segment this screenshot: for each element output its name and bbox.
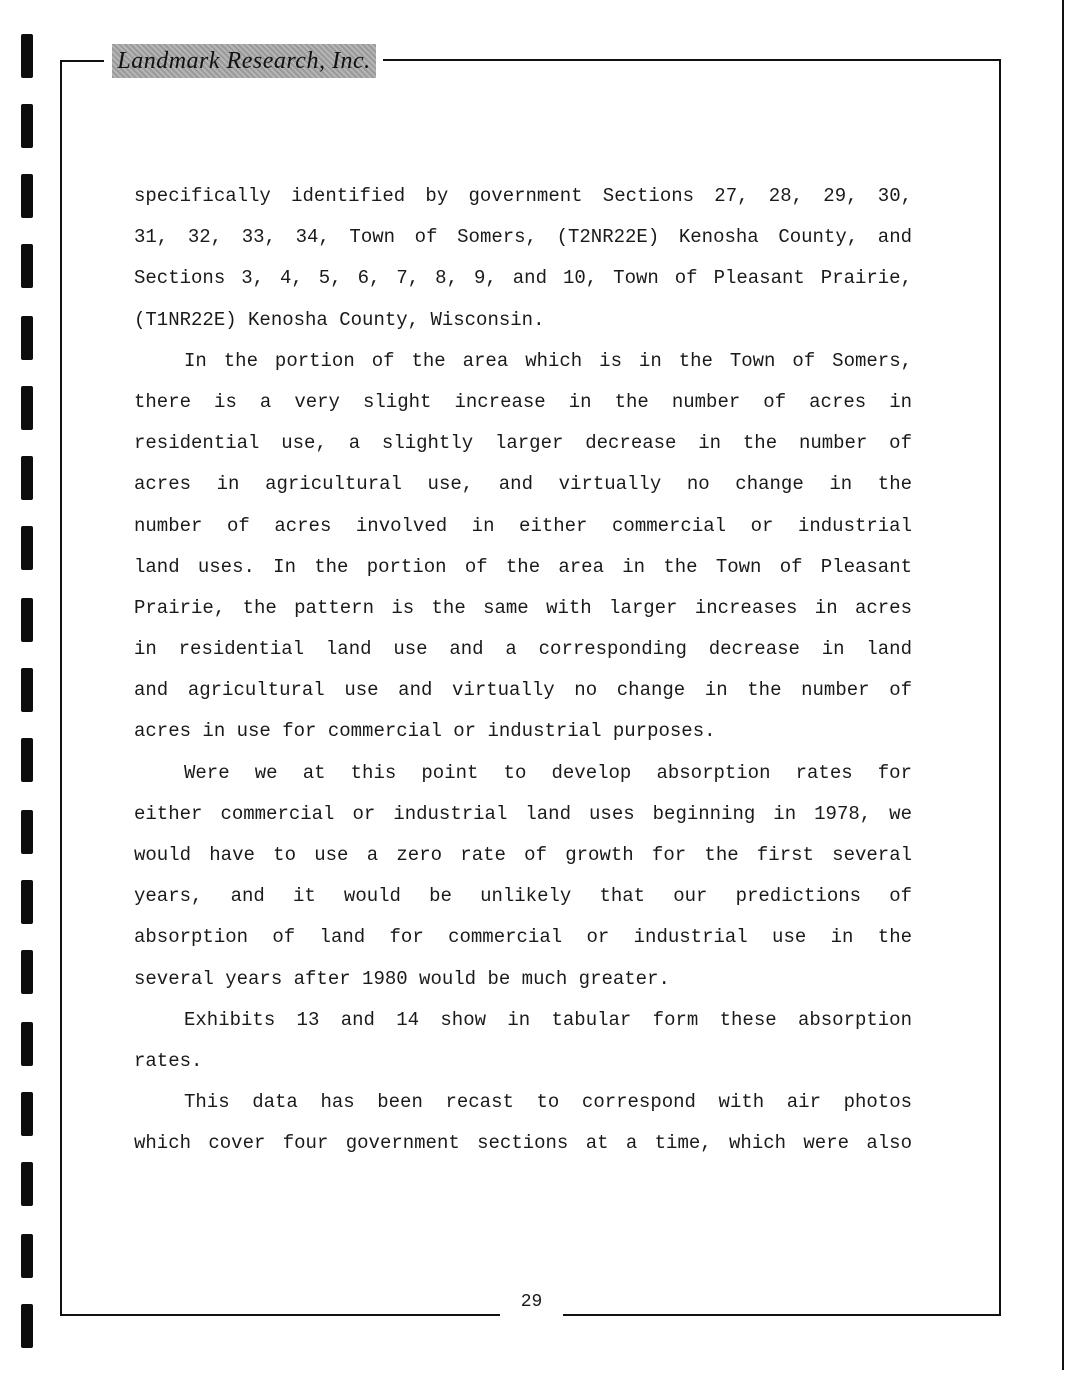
binder-hole bbox=[21, 1234, 33, 1278]
page-number: 29 bbox=[520, 1292, 543, 1312]
text-line: in residential land use and a corresponding decrease in land bbox=[134, 638, 912, 661]
text-line: Prairie, the pattern is the same with larger increases in acres bbox=[134, 596, 912, 619]
binder-hole bbox=[21, 1092, 33, 1136]
text-line: residential use, a slightly larger decrease in the number of bbox=[134, 432, 912, 455]
binder-hole bbox=[21, 316, 33, 360]
paragraph-4 bbox=[134, 1000, 912, 1082]
binder-hole bbox=[21, 526, 33, 570]
binder-hole bbox=[21, 1304, 33, 1348]
text-line: acres in agricultural use, and virtually no change in the bbox=[134, 473, 912, 496]
binder-hole bbox=[21, 738, 33, 782]
binder-hole bbox=[21, 244, 33, 288]
text-line: Exhibits 13 and 14 show in tabular form these absorption bbox=[184, 1008, 912, 1031]
text-line: land uses. In the portion of the area in the Town of Pleasant bbox=[134, 555, 912, 578]
paragraph-5 bbox=[134, 1082, 912, 1164]
text-line: Sections 3, 4, 5, 6, 7, 8, 9, and 10, Town of Pleasant Prairie, bbox=[134, 267, 912, 290]
binder-hole bbox=[21, 174, 33, 218]
frame-right bbox=[999, 59, 1001, 1315]
text-line: and agricultural use and virtually no change in the number of bbox=[134, 679, 912, 702]
text-line: Were we at this point to develop absorption rates for bbox=[184, 761, 912, 784]
binder-hole bbox=[21, 34, 33, 78]
binder-hole bbox=[21, 668, 33, 712]
text-line: would have to use a zero rate of growth for the first several bbox=[134, 844, 912, 866]
paragraph-3 bbox=[134, 753, 912, 1000]
text-line: number of acres involved in either commercial or industrial bbox=[134, 514, 912, 537]
text-line: either commercial or industrial land uses beginning in 1978, we bbox=[134, 802, 912, 825]
body-text bbox=[134, 176, 912, 1165]
text-line: several years after 1980 would be much greater. bbox=[134, 967, 670, 990]
page-edge-rule bbox=[1062, 0, 1064, 1370]
text-line: which cover four government sections at a time, which were also bbox=[134, 1132, 912, 1155]
binder-hole bbox=[21, 1162, 33, 1206]
binder-hole bbox=[21, 386, 33, 430]
paragraph-2 bbox=[134, 341, 912, 753]
text-line: acres in use for commercial or industrial purposes. bbox=[134, 720, 716, 743]
frame-top-left bbox=[60, 60, 104, 62]
frame-bottom-right bbox=[563, 1314, 1001, 1316]
binder-hole bbox=[21, 810, 33, 854]
text-line: 31, 32, 33, 34, Town of Somers, (T2NR22E) Kenosha County, and bbox=[134, 226, 912, 249]
text-line: years, and it would be unlikely that our predictions of bbox=[134, 885, 912, 908]
text-line: absorption of land for commercial or industrial use in the bbox=[134, 926, 912, 949]
logo-text: Landmark Research, Inc. bbox=[117, 47, 371, 74]
paragraph-1 bbox=[134, 176, 912, 341]
text-line: This data has been recast to correspond with air photos bbox=[184, 1091, 912, 1114]
binder-hole bbox=[21, 456, 33, 500]
text-line: In the portion of the area which is in the Town of Somers, bbox=[184, 349, 912, 372]
text-line: (T1NR22E) Kenosha County, Wisconsin. bbox=[134, 308, 545, 331]
frame-left bbox=[60, 60, 62, 1315]
frame-top-right bbox=[383, 59, 1001, 61]
text-line: rates. bbox=[134, 1049, 203, 1072]
frame-bottom-left bbox=[60, 1314, 500, 1316]
text-line: specifically identified by government Sections 27, 28, 29, 30, bbox=[134, 185, 912, 207]
text-line: there is a very slight increase in the number of acres in bbox=[134, 390, 912, 413]
binder-hole bbox=[21, 1022, 33, 1066]
binder-hole bbox=[21, 880, 33, 924]
binder-hole bbox=[21, 950, 33, 994]
company-logo bbox=[112, 44, 376, 78]
binder-hole bbox=[21, 104, 33, 148]
binder-hole bbox=[21, 598, 33, 642]
